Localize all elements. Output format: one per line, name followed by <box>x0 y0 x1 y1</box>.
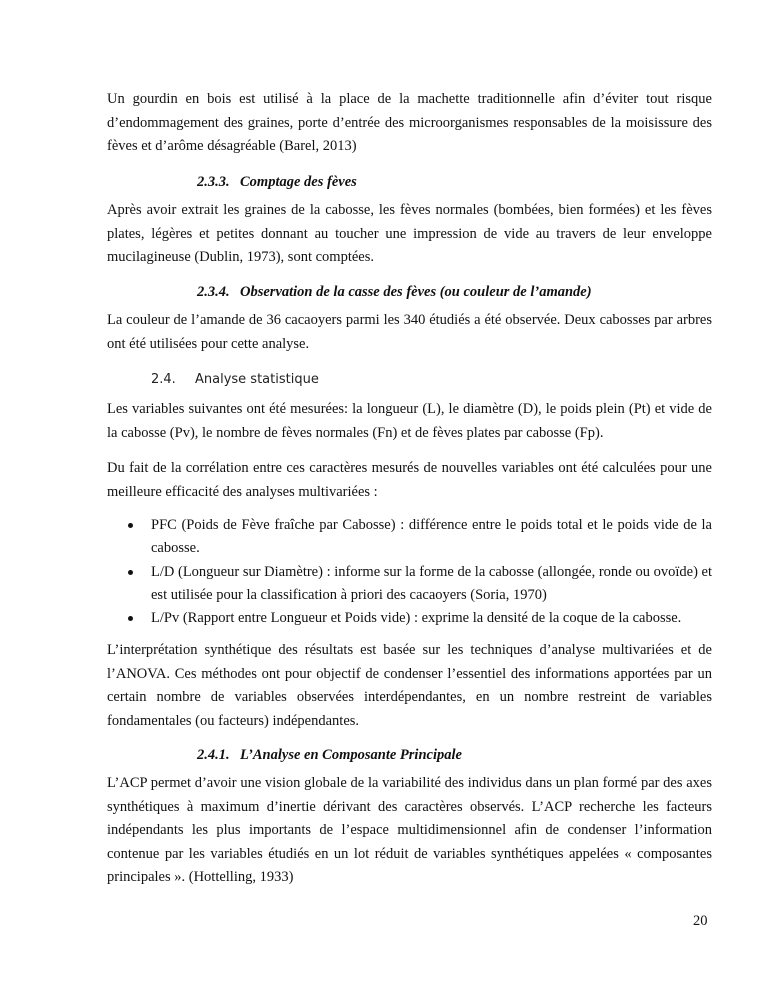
heading-number: 2.3.4. <box>197 284 230 300</box>
paragraph-couleur-amande: La couleur de l’amande de 36 cacaoyers parmi les 340 étudiés a été observée. Deux cabosses par arbres ont été utilisées pour cette analyse. <box>107 312 712 352</box>
heading-2-4 <box>151 370 319 390</box>
bullet-icon <box>128 616 133 621</box>
bullet-list <box>128 514 712 630</box>
bullet-icon <box>128 523 133 528</box>
list-item <box>128 561 712 608</box>
paragraph-correlation: Du fait de la corrélation entre ces caractères mesurés de nouvelles variables ont été calculées pour une meilleure efficacité des analyses multivariées : <box>107 460 712 500</box>
heading-number: 2.4. <box>151 372 176 387</box>
heading-title: Observation de la casse des fèves (ou couleur de l’amande) <box>240 284 592 300</box>
list-item-text: PFC (Poids de Fève fraîche par Cabosse) : différence entre le poids total et le poids vide de la cabosse. <box>151 517 712 557</box>
bullet-icon <box>128 570 133 575</box>
heading-2-3-3 <box>197 172 357 192</box>
paragraph-gourdin: Un gourdin en bois est utilisé à la place de la machette traditionnelle afin d’éviter tout risque d’endommagement des graines, porte d’entrée des microorganismes responsables de la moisissure des fèves et d’arôme désagréable (Barel, 2013) <box>107 91 712 154</box>
paragraph-variables: Les variables suivantes ont été mesurées: la longueur (L), le diamètre (D), le poids plein (Pt) et vide de la cabosse (Pv), le nombre de fèves normales (Fn) et de fèves plates par cabosse (Fp). <box>107 401 712 441</box>
paragraph-interpretation: L’interprétation synthétique des résultats est basée sur les techniques d’analyse multivariées et de l’ANOVA. Ces méthodes ont pour objectif de condenser l’essentiel des informations apportées par un certain nombre de variables observées interdépendantes, en un nombre restreint de variables fondamentales (ou facteurs) indépendantes. <box>107 642 712 729</box>
heading-number: 2.4.1. <box>197 747 230 763</box>
list-item <box>128 607 712 630</box>
list-item-text: L/D (Longueur sur Diamètre) : informe sur la forme de la cabosse (allongée, ronde ou ovoïde) et est utilisée pour la classification à priori des cacaoyers (Soria, 1970) <box>151 563 712 603</box>
heading-2-4-1 <box>197 745 462 765</box>
page-number: 20 <box>693 913 708 929</box>
list-item-text: L/Pv (Rapport entre Longueur et Poids vide) : exprime la densité de la coque de la cabosse. <box>151 610 682 627</box>
heading-number: 2.3.3. <box>197 174 230 190</box>
heading-2-3-4 <box>197 282 592 302</box>
paragraph-acp: L’ACP permet d’avoir une vision globale de la variabilité des individus dans un plan formé par des axes synthétiques à maximum d’inertie dérivant des caractères observés. L’ACP recherche les facteurs indépendants les plus importants de l’espace multidimensionnel afin de condenser l’information contenue par les variables étudiés en un lot réduit de variables synthétiques appelées « composantes principales ». (Hottelling, 1933) <box>107 775 712 885</box>
heading-title: Analyse statistique <box>195 372 319 387</box>
list-item <box>128 514 712 561</box>
paragraph-comptage: Après avoir extrait les graines de la cabosse, les fèves normales (bombées, bien formées) et les fèves plates, légères et petites donnant au toucher une impression de vide au travers de leur enveloppe mucilagineuse (Dublin, 1973), sont comptées. <box>107 202 712 265</box>
heading-title: L’Analyse en Composante Principale <box>240 747 462 763</box>
heading-title: Comptage des fèves <box>240 174 357 190</box>
